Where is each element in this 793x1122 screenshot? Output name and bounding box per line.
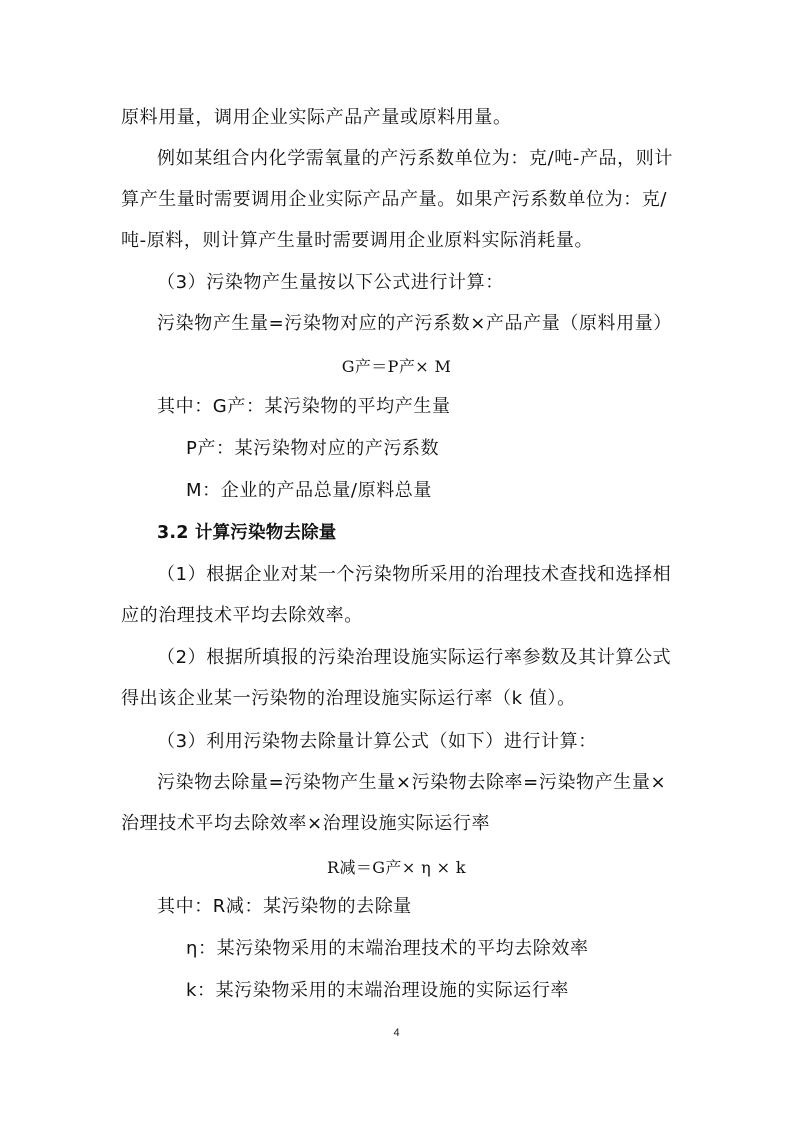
text-line: 其中：G产：某污染物的平均产生量 [157, 396, 451, 417]
text-line: （3）利用污染物去除量计算公式（如下）进行计算： [157, 731, 597, 752]
formula-generation: G产＝P产× M [341, 357, 452, 376]
text-line: 污染物产生量=污染物对应的产污系数×产品产量（原料用量） [157, 313, 672, 334]
text-line: k：某污染物采用的末端治理设施的实际运行率 [186, 980, 570, 1001]
page-number: 4 [393, 1027, 400, 1039]
text-line: 得出该企业某一污染物的治理设施实际运行率（k 值）。 [121, 688, 576, 709]
formula-removal: R减＝G产× η × k [327, 858, 466, 877]
text-line: 其中：R减：某污染物的去除量 [157, 896, 412, 917]
text-line: 例如某组合内化学需氧量的产污系数单位为：克/吨-产品，则计 [157, 148, 673, 169]
text-line: 原料用量，调用企业实际产品产量或原料用量。 [121, 107, 512, 128]
text-line: M：企业的产品总量/原料总量 [186, 480, 432, 501]
text-line: 算产生量时需要调用企业实际产品产量。如果产污系数单位为：克/ [121, 189, 668, 210]
text-line: （1）根据企业对某一个污染物所采用的治理技术查找和选择相 [157, 564, 672, 585]
section-heading: 3.2 计算污染物去除量 [157, 523, 337, 543]
text-line: 吨-原料，则计算产生量时需要调用企业原料实际消耗量。 [121, 230, 594, 251]
text-line: P产：某污染物对应的产污系数 [186, 438, 440, 459]
text-line: （2）根据所填报的污染治理设施实际运行率参数及其计算公式 [157, 647, 672, 668]
text-line: （3）污染物产生量按以下公式进行计算： [157, 272, 504, 293]
text-line: 应的治理技术平均去除效率。 [121, 605, 363, 626]
text-line: 治理技术平均去除效率×治理设施实际运行率 [121, 813, 491, 834]
text-line: η：某污染物采用的末端治理技术的平均去除效率 [186, 938, 589, 959]
text-line: 污染物去除量=污染物产生量×污染物去除率=污染物产生量× [157, 772, 667, 793]
